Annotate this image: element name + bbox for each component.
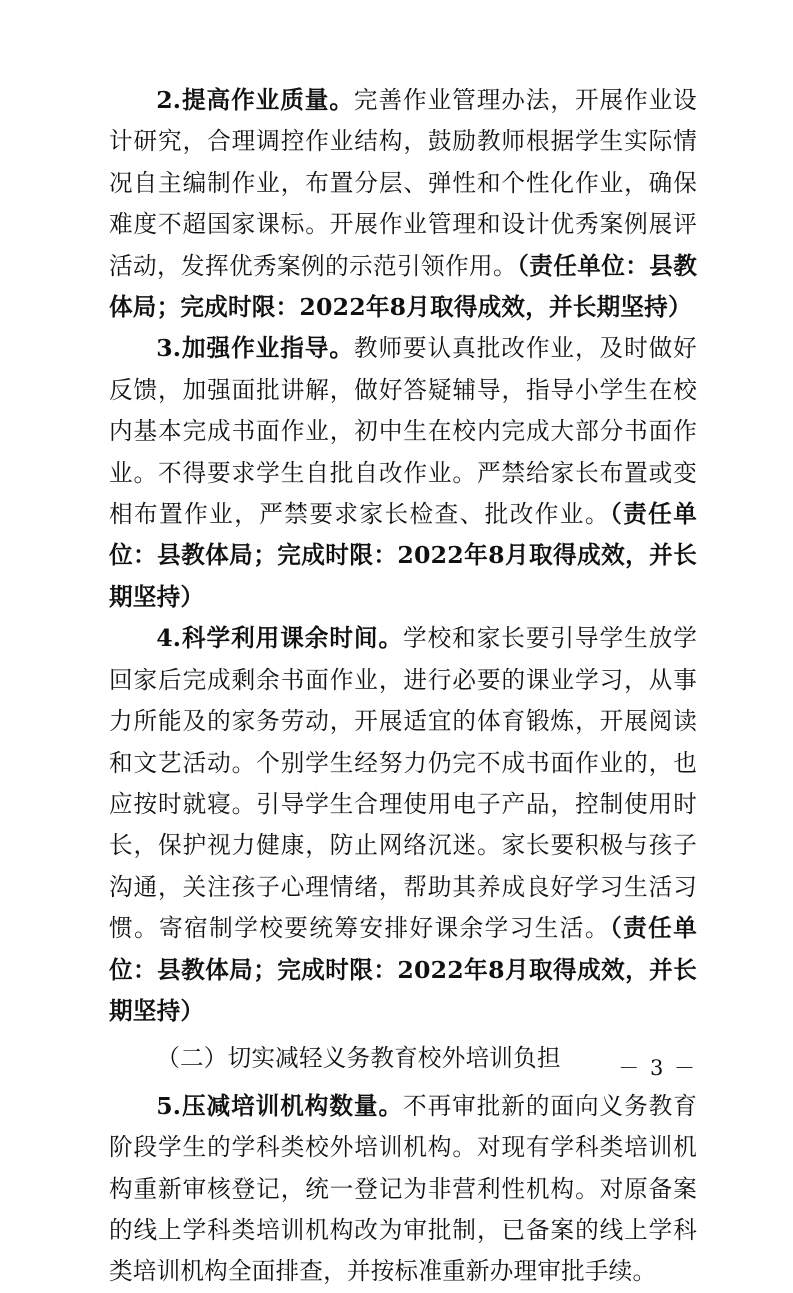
paragraph-4-text: 学校和家长要引导学生放学回家后完成剩余书面作业，进行必要的课业学习，从事力所能及的家务劳动，开展适宜的体育锻炼，开展阅读和文艺活动。个别学生经努力仍完不成书面作业的，也应按时就寝。引导学生合理使用电子产品，控制使用时长，保护视力健康，防止网络沉迷。家长要积极与孩子沟通，关注孩子心理情绪，帮助其养成良好学习生活习惯。寄宿制学校要统筹安排好课余学习生活。	[109, 624, 697, 943]
paragraph-5-text: 不再审批新的面向义务教育阶段学生的学科类校外培训机构。对现有学科类培训机构重新审核登记，统一登记为非营利性机构。对原备案的线上学科类培训机构改为审批制，已备案的线上学科类培训机构全面排查，并按标准重新办理审批手续。	[109, 1091, 697, 1286]
section-heading: （二）切实减轻义务教育校外培训负担	[156, 1044, 561, 1073]
paragraph-3-text: 教师要认真批改作业，及时做好反馈，加强面批讲解，做好答疑辅导，指导小学生在校内基本完成书面作业，初中生在校内完成大部分书面作业。不得要求学生自批自改作业。严禁给家长布置或变相布置作业，严禁要求家长检查、批改作业。	[109, 334, 697, 529]
paragraph-4-heading: 4.科学利用课余时间。	[156, 624, 404, 653]
paragraph-4-note: （责任单位：县教体局；完成时限：2022年8月取得成效，并长期坚持）	[109, 914, 697, 1025]
paragraph-4	[109, 618, 697, 1032]
document-body	[109, 80, 697, 1293]
paragraph-3	[109, 328, 697, 618]
paragraph-2-note: （责任单位：县教体局；完成时限：2022年8月取得成效，并长期坚持）	[109, 251, 697, 322]
paragraph-2-heading: 2.提高作业质量。	[156, 86, 354, 114]
paragraph-2	[109, 80, 697, 328]
page-number: － 3 －	[618, 1056, 697, 1080]
paragraph-3-heading: 3.加强作业指导。	[156, 334, 354, 363]
paragraph-2-text: 完善作业管理办法，开展作业设计研究，合理调控作业结构，鼓励教师根据学生实际情况自主编制作业，布置分层、弹性和个性化作业，确保难度不超国家课标。开展作业管理和设计优秀案例展评活动，发挥优秀案例的示范引领作用。	[109, 86, 697, 280]
paragraph-5	[109, 1086, 697, 1293]
paragraph-5-heading: 5.压减培训机构数量。	[156, 1091, 404, 1120]
paragraph-3-note: （责任单位：县教体局；完成时限：2022年8月取得成效，并长期坚持）	[109, 500, 697, 611]
